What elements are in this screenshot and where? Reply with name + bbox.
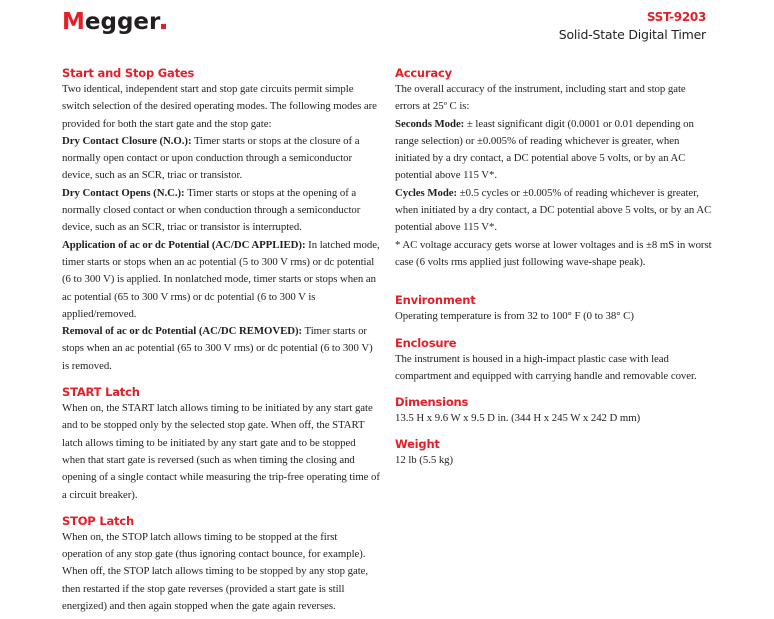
accuracy-note: * AC voltage accuracy gets worse at lower voltages and is ±8 mS in worst case (6 volts rms applied just following wave-shape peak). — [395, 238, 712, 268]
logo-dot — [161, 24, 166, 29]
mode-text: Timer starts or stops at the closure of a normally open contact or upon conduction through a semiconductor device, such as an SCR, triac or transistor. — [62, 134, 360, 182]
section-enclosure — [395, 336, 713, 386]
heading-weight: Weight — [395, 437, 440, 452]
mode-text: In latched mode, timer starts or stops when an ac potential (5 to 300 V rms) or dc potential (6 to 300 V) is applied. In nonlatched mode, timer starts or stops when an ac potential (65 to 300 V rms) or dc potential (6 to 300 V is applied/removed. — [62, 238, 380, 320]
cycles-mode-text: ±0.5 cycles or ±0.005% of reading whichever is greater, when initiated by a dry contact, a DC potential above 5 volts, or by an AC potential above 115 V*. — [395, 186, 712, 234]
heading-start-stop-gates: Start and Stop Gates — [62, 66, 195, 80]
mode-item — [62, 133, 380, 185]
heading-environment: Environment — [395, 293, 476, 308]
section-environment — [395, 293, 713, 325]
mode-term: Dry Contact Closure (N.O.): — [62, 134, 192, 147]
section-accuracy — [395, 66, 713, 271]
gates-intro: Two identical, independent start and stop gate circuits permit simple switch selection of the desired operating modes. The following modes are provided for both the start gate and the stop gate: — [62, 83, 377, 130]
enclosure-text: The instrument is housed in a high-impact plastic case with lead compartment and equipped with carrying handle and removable cover. — [395, 352, 697, 382]
logo-first-letter: M — [62, 9, 85, 35]
seconds-mode-text: ± least significant digit (0.0001 or 0.01 depending on range selection) or ±0.005% of reading whichever is greater, when initiated by a dry contact, a DC potential above 5 volts, or by an AC potential above 115 V*. — [395, 117, 694, 182]
heading-enclosure: Enclosure — [395, 335, 457, 350]
heading-start-latch: START Latch — [62, 385, 140, 400]
mode-term: Removal of ac or dc Potential (AC/DC REMOVED): — [62, 325, 303, 338]
dimensions-text: 13.5 H x 9.6 W x 9.5 D in. (344 H x 245 W x 242 D mm) — [395, 412, 641, 425]
product-title: Solid-State Digital Timer — [558, 27, 706, 42]
start-latch-text: When on, the START latch allows timing to be initiated by any start gate and to be stopped only by the selected stop gate. When off, the START latch allows timing to be initiated by any start gate and to be stopped when that start gate is reversed (such as when timing the closing and opening of a single contact while measuring the trip-free operating time of a circuit breaker). — [62, 402, 380, 501]
cycles-mode — [395, 185, 713, 237]
cycles-mode-term: Cycles Mode: — [395, 186, 458, 199]
mode-item — [62, 323, 380, 375]
logo-rest: egger — [84, 9, 161, 35]
mode-item — [62, 185, 380, 237]
section-start-stop-gates — [62, 66, 380, 375]
left-column — [62, 66, 380, 619]
accuracy-intro: The overall accuracy of the instrument, including start and stop gate errors at 25º C is: — [395, 83, 686, 113]
mode-term: Application of ac or dc Potential (AC/DC APPLIED): — [62, 238, 306, 251]
seconds-mode-term: Seconds Mode: — [395, 117, 465, 130]
mode-item — [62, 237, 380, 323]
environment-text: Operating temperature is from 32 to 100° F (0 to 38° C) — [395, 310, 634, 323]
section-weight — [395, 437, 713, 469]
weight-text: 12 lb (5.5 kg) — [395, 454, 454, 467]
section-stop-latch — [62, 514, 380, 615]
megger-logo — [62, 8, 166, 36]
section-start-latch — [62, 385, 380, 504]
mode-term: Dry Contact Opens (N.C.): — [62, 186, 185, 199]
mode-text: Timer starts or stops when an ac potential (65 to 300 V rms) or dc potential (6 to 300 V) is removed. — [62, 325, 373, 372]
section-dimensions — [395, 395, 713, 427]
seconds-mode — [395, 116, 713, 185]
heading-accuracy: Accuracy — [395, 66, 452, 80]
right-column — [395, 66, 713, 474]
heading-dimensions: Dimensions — [395, 395, 469, 410]
mode-text: Timer starts or stops at the opening of a normally closed contact or when conduction through a semiconductor device, such as an SCR, triac or transistor is interrupted. — [62, 186, 361, 234]
stop-latch-text: When on, the STOP latch allows timing to be stopped at the first operation of any stop gate (thus ignoring contact bounce, for example). When off, the STOP latch allows timing to be stopped by any stop gate, then restarted if the stop gate reverses (provided a start gate is still energized) and then again stopped when the gate again reverses. — [62, 530, 369, 613]
heading-stop-latch: STOP Latch — [62, 513, 134, 528]
model-number: SST-9203 — [646, 10, 706, 24]
